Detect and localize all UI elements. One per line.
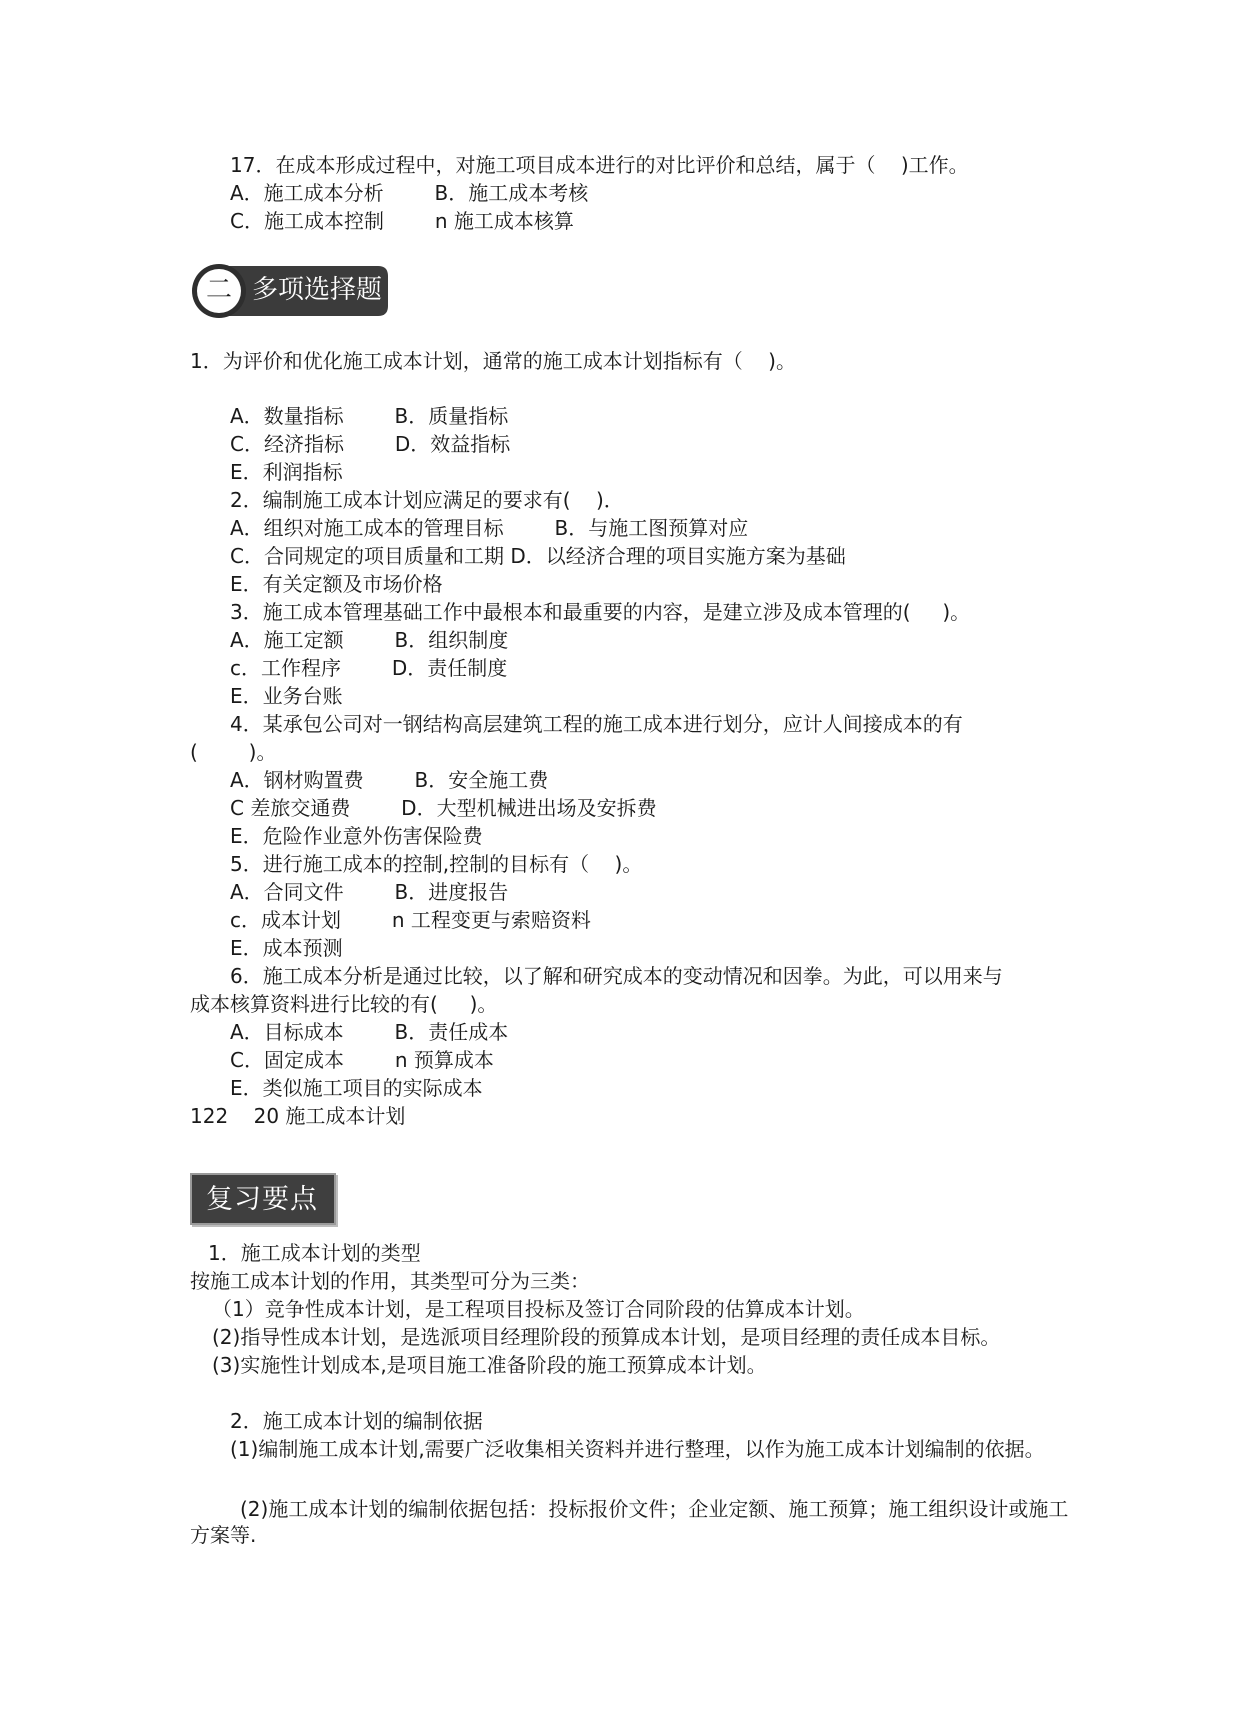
section-number: 二 (206, 275, 233, 305)
q3-stem: 3．施工成本管理基础工作中最根本和最重要的内容，是建立涉及成本管理的( )。 (230, 600, 971, 624)
q3-option-e: E．业务台账 (230, 684, 343, 708)
q4-option-e: E．危险作业意外伤害保险费 (230, 824, 483, 848)
q6-options-ab: A．目标成本 B．责任成本 (230, 1020, 509, 1044)
q17-stem: 17．在成本形成过程中，对施工项目成本进行的对比评价和总结，属于（ )工作。 (230, 153, 969, 177)
q5-option-e: E．成本预测 (230, 936, 343, 960)
review-section-title: 复习要点 (206, 1184, 318, 1215)
q4-options-cd: C 差旅交通费 D．大型机械进出场及安拆费 (230, 796, 657, 820)
q1-stem: 1．为评价和优化施工成本计划，通常的施工成本计划指标有（ )。 (190, 349, 796, 373)
q6-options-cd: C．固定成本 n 预算成本 (230, 1048, 494, 1072)
q4-stem: 4．某承包公司对一钢结构高层建筑工程的施工成本进行划分，应计人间接成本的有 (230, 712, 963, 736)
q3-options-ab: A．施工定额 B．组织制度 (230, 628, 509, 652)
review-paragraph-3: (2)施工成本计划的编制依据包括：投标报价文件；企业定额、施工预算；施工组织设计或施工方案等. (190, 1497, 1069, 1547)
q5-options-cd: c．成本计划 n 工程变更与索赔资料 (230, 908, 591, 932)
q2-options-cd: C．合同规定的项目质量和工期 D．以经济合理的项目实施方案为基础 (230, 544, 846, 568)
q2-stem: 2．编制施工成本计划应满足的要求有( )． (230, 488, 624, 512)
q1-options-cd: C．经济指标 D．效益指标 (230, 432, 511, 456)
review-item-3: (3)实施性计划成本,是项目施工准备阶段的施工预算成本计划。 (212, 1353, 767, 1377)
page-footer: 122 20 施工成本计划 (190, 1104, 406, 1128)
q4-stem-continued: ( )。 (190, 740, 277, 764)
review-paragraph-1: 按施工成本计划的作用，其类型可分为三类： (190, 1269, 590, 1293)
q2-option-e: E．有关定额及市场价格 (230, 572, 443, 596)
q6-option-e: E．类似施工项目的实际成本 (230, 1076, 483, 1100)
review-heading-1: 1．施工成本计划的类型 (208, 1241, 421, 1265)
q5-stem: 5．进行施工成本的控制,控制的目标有（ )。 (230, 852, 643, 876)
q2-options-ab: A．组织对施工成本的管理目标 B．与施工图预算对应 (230, 516, 749, 540)
review-item-1: （1）竞争性成本计划，是工程项目投标及签订合同阶段的估算成本计划。 (212, 1297, 865, 1321)
q6-stem-continued: 成本核算资料进行比较的有( )。 (190, 992, 498, 1016)
q6-stem: 6．施工成本分析是通过比较，以了解和研究成本的变动情况和因拳。为此，可以用来与 (230, 964, 1003, 988)
q17-options-ab: A．施工成本分析 B．施工成本考核 (230, 181, 589, 205)
multi-choice-section-badge (190, 262, 394, 320)
q1-options-ab: A．数量指标 B．质量指标 (230, 404, 509, 428)
q3-options-cd: c．工作程序 D．责任制度 (230, 656, 508, 680)
section-title: 多项选择题 (252, 275, 383, 305)
review-heading-2: 2．施工成本计划的编制依据 (230, 1409, 483, 1433)
q17-options-cd: C．施工成本控制 n 施工成本核算 (230, 209, 574, 233)
q4-options-ab: A．钢材购置费 B．安全施工费 (230, 768, 549, 792)
review-paragraph-2: (1)编制施工成本计划,需要广泛收集相关资料并进行整理，以作为施工成本计划编制的依据。 (230, 1437, 1045, 1461)
q5-options-ab: A．合同文件 B．进度报告 (230, 880, 509, 904)
review-section-badge (190, 1173, 336, 1225)
review-item-2: (2)指导性成本计划，是选派项目经理阶段的预算成本计划，是项目经理的责任成本目标。 (212, 1325, 1001, 1349)
q1-option-e: E．利润指标 (230, 460, 343, 484)
